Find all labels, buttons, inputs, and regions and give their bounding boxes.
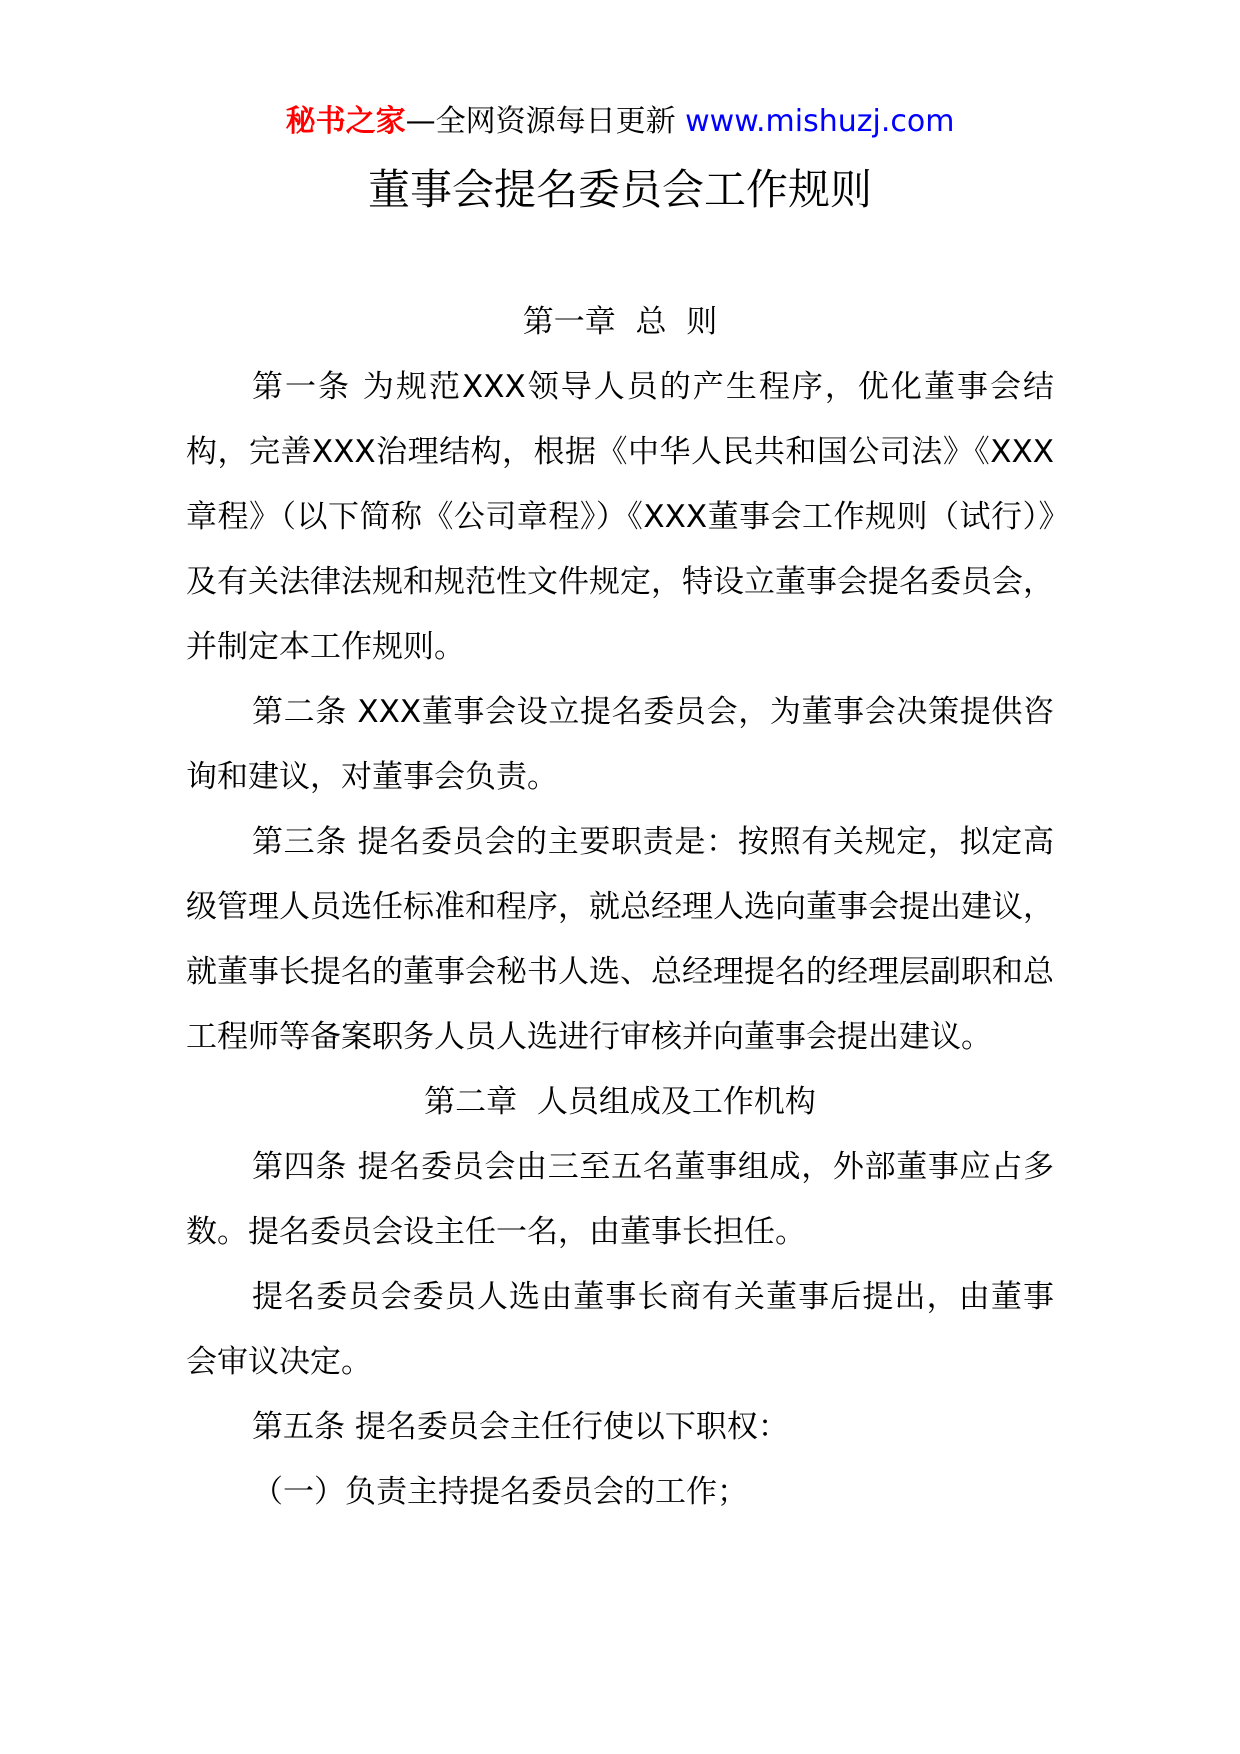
article-paragraph: 第一条 为规范XXX领导人员的产生程序，优化董事会结构，完善XXX治理结构，根据《中华人民共和国公司法》《XXX章程》（以下简称《公司章程》）《XXX董事会工作规则（试行）》及有关法律法规和规范性文件规定，特设立董事会提名委员会，并制定本工作规则。 bbox=[186, 369, 1054, 665]
document-title: 董事会提名委员会工作规则 bbox=[367, 165, 872, 214]
document-body bbox=[186, 290, 1054, 1525]
site-brand: 秘书之家 bbox=[285, 104, 406, 139]
chapter-heading: 第一章 总 则 bbox=[522, 304, 718, 340]
chapter-heading: 第二章 人员组成及工作机构 bbox=[424, 1084, 816, 1120]
site-slogan: —全网资源每日更新 bbox=[405, 104, 686, 139]
list-item: （一）负责主持提名委员会的工作； bbox=[252, 1474, 748, 1510]
site-header bbox=[0, 100, 1240, 144]
site-url-link[interactable]: www.mishuzj.com bbox=[685, 104, 955, 139]
article-paragraph: 提名委员会委员人选由董事长商有关董事后提出，由董事会审议决定。 bbox=[186, 1279, 1054, 1380]
article-paragraph: 第四条 提名委员会由三至五名董事组成，外部董事应占多数。提名委员会设主任一名，由董事长担任。 bbox=[186, 1149, 1054, 1250]
article-paragraph: 第二条 XXX董事会设立提名委员会，为董事会决策提供咨询和建议，对董事会负责。 bbox=[186, 694, 1054, 795]
article-paragraph: 第五条 提名委员会主任行使以下职权： bbox=[252, 1409, 789, 1445]
article-paragraph: 第三条 提名委员会的主要职责是：按照有关规定，拟定高级管理人员选任标准和程序，就总经理人选向董事会提出建议，就董事长提名的董事会秘书人选、总经理提名的经理层副职和总工程师等备案职务人员人选进行审核并向董事会提出建议。 bbox=[186, 824, 1054, 1055]
